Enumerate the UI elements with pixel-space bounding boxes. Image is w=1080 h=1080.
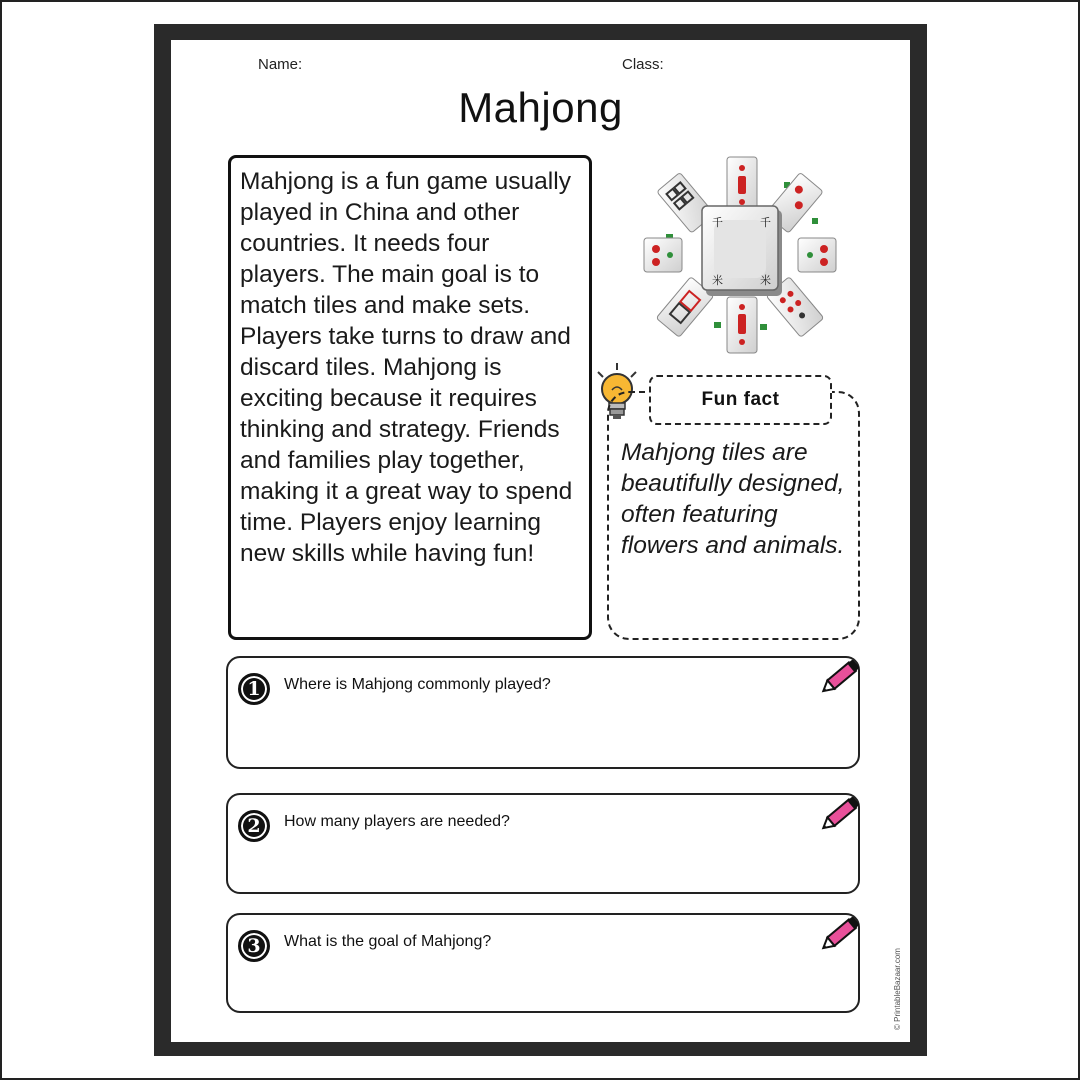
question-1-answer-box[interactable] <box>226 656 860 769</box>
pencil-icon <box>816 787 868 839</box>
svg-text:千: 千 <box>760 216 771 229</box>
question-number-badge: 2 <box>238 810 270 842</box>
svg-text:米: 米 <box>712 274 723 287</box>
name-label: Name: <box>258 56 303 73</box>
mahjong-tiles-illustration <box>640 152 840 357</box>
page-title: Mahjong <box>458 84 623 131</box>
class-label: Class: <box>622 56 664 73</box>
svg-text:千: 千 <box>712 216 723 229</box>
reading-passage <box>228 155 592 640</box>
question-3-text: What is the goal of Mahjong? <box>284 933 492 950</box>
fun-fact-box <box>607 391 860 640</box>
pencil-icon <box>816 907 868 959</box>
copyright-text: © PrintableBazaar.com <box>893 948 902 1030</box>
question-number-badge: 3 <box>238 930 270 962</box>
fun-fact-text: Mahjong tiles are beautifully designed, often featuring flowers and animals. <box>621 439 845 559</box>
fun-fact-heading: Fun fact <box>649 375 832 425</box>
question-number-badge: 1 <box>238 673 270 705</box>
passage-text: Mahjong is a fun game usually played in China and other countries. It needs four players. The main goal is to match tiles and make sets. Players take turns to draw and discard tiles. Mahjong is exciting because it requires thinking and strategy. Friends and families play together, making it a great way to spend time. Players enjoy learning new skills while having fun! <box>240 168 573 567</box>
pencil-icon <box>816 650 868 702</box>
question-3-answer-box[interactable] <box>226 913 860 1013</box>
question-1-text: Where is Mahjong commonly played? <box>284 676 551 693</box>
svg-text:米: 米 <box>760 274 771 287</box>
question-2-answer-box[interactable] <box>226 793 860 894</box>
question-2-text: How many players are needed? <box>284 813 510 830</box>
